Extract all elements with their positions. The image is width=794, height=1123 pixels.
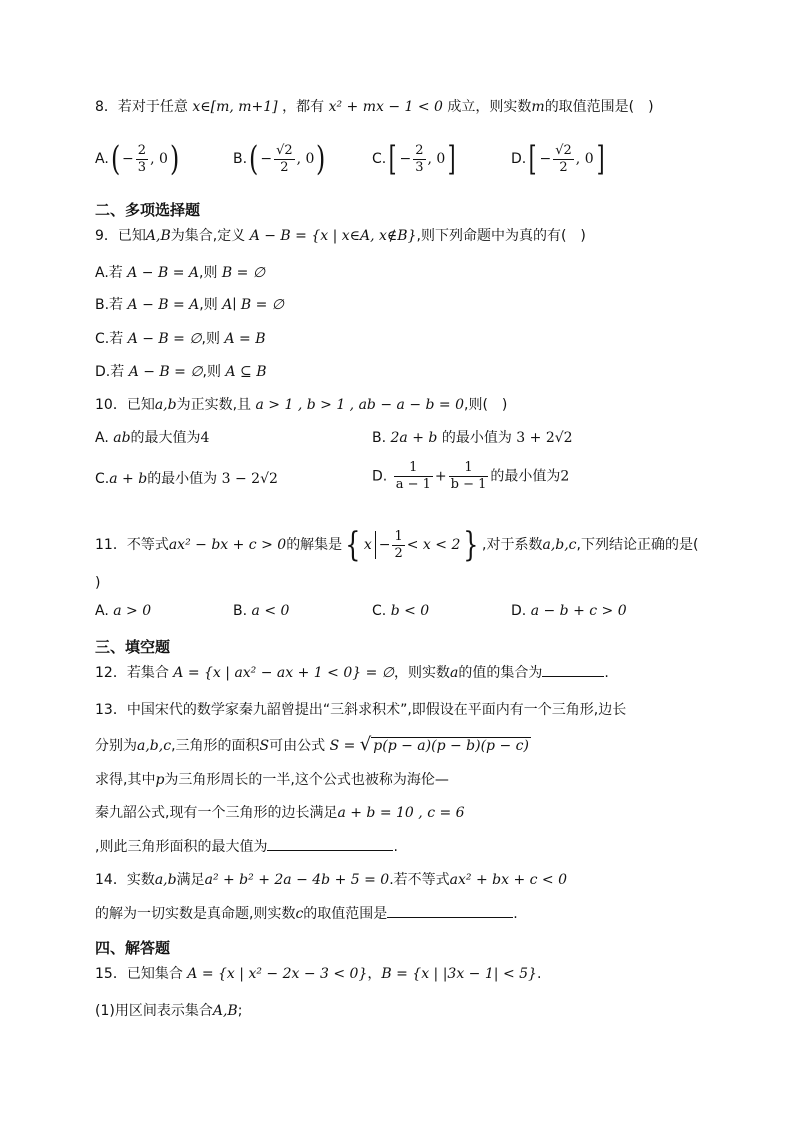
text-span: ,三角形的面积 — [171, 738, 260, 754]
q14-line-1 — [95, 870, 567, 890]
q9-option-c[interactable] — [95, 329, 265, 349]
text-span: (1)用区间表示集合 — [95, 1003, 213, 1019]
q10-option-d[interactable] — [372, 460, 569, 493]
text-span: . — [393, 839, 398, 855]
q13-line-4 — [95, 803, 465, 823]
q11-option-b[interactable] — [233, 601, 289, 621]
text-span: 2 — [560, 468, 570, 485]
q13-heron-radicand: p(p − a)(p − b)(p − c) — [373, 738, 529, 754]
fraction — [553, 143, 574, 176]
text-span: 的最小值为 — [441, 430, 512, 446]
text-span: ,对于系数 — [482, 537, 543, 553]
section-title-fill-in: 三、填空题 — [95, 638, 171, 656]
text-span: C. — [372, 151, 387, 167]
text-span: 9．已知 — [95, 228, 146, 244]
q13-line-2 — [95, 735, 531, 756]
text-span: − — [399, 151, 412, 167]
math-expression: < x < 2 — [406, 537, 461, 553]
q13-line-3 — [95, 770, 449, 790]
text-span: A.若 — [95, 265, 123, 281]
math-expression: m — [531, 99, 545, 115]
text-span: 的最小值为 — [147, 471, 218, 487]
q15-stem — [95, 964, 541, 984]
bracket: [ — [528, 139, 537, 179]
q10-option-b[interactable] — [372, 428, 573, 448]
text-span: ,则此三角形面积的最大值为 — [95, 839, 268, 855]
math-expression: a² + b² + 2a − 4b + 5 = 0 — [204, 872, 390, 888]
q8-stem — [95, 97, 654, 117]
math-expression: A = B — [224, 331, 266, 347]
math-expression: A − B = A — [127, 297, 200, 313]
fraction — [136, 143, 148, 176]
q8-inequality-math: x² + mx − 1 < 0 — [328, 99, 443, 115]
math-expression: b < 0 — [390, 603, 430, 619]
text-span: B.若 — [95, 297, 124, 313]
fraction — [394, 460, 433, 493]
q9-option-a[interactable] — [95, 263, 265, 283]
math-expression: c — [295, 906, 304, 922]
fraction-numerator: 2 — [415, 142, 424, 158]
text-span: D. — [372, 468, 388, 485]
text-span: 为三角形周长的一半,这个公式也被称为海伦— — [164, 772, 449, 788]
q9-option-d[interactable] — [95, 362, 266, 382]
q12-answer-blank[interactable] — [542, 662, 604, 677]
math-expression: A − B = ∅ — [127, 331, 202, 347]
fraction-denominator: 3 — [415, 159, 424, 175]
math-expression: B = ∅ — [221, 265, 266, 281]
text-span: 的解集是 — [286, 537, 343, 553]
q12-stem — [95, 662, 609, 683]
q10-condition-math: a > 1 , b > 1 , ab − a − b = 0 — [255, 397, 465, 413]
text-span: 为正实数,且 — [176, 397, 252, 413]
math-expression: S — [259, 738, 270, 754]
text-span: ，则实数 — [393, 665, 450, 681]
fraction — [274, 143, 295, 176]
text-span: 14．实数 — [95, 872, 155, 888]
text-span: ,则 — [199, 297, 218, 313]
text-span: D. — [511, 603, 527, 619]
math-expression: a,b — [154, 872, 177, 888]
q9-stem — [95, 226, 586, 246]
text-span: ,下列结论正确的是( — [576, 537, 699, 553]
q10-stem — [95, 395, 507, 415]
text-span: 的取值范围是( ) — [544, 99, 654, 115]
math-expression: a − b + c > 0 — [530, 603, 627, 619]
text-span: ,则 — [202, 364, 221, 380]
math-expression: A ⊆ B — [225, 364, 267, 380]
text-span: A. — [95, 603, 109, 619]
text-span: ; — [237, 1003, 243, 1019]
fraction-numerator: 1 — [394, 460, 433, 477]
fraction-denominator: 3 — [137, 159, 147, 175]
text-span: , 0 — [575, 151, 594, 167]
fraction-numerator: √2 — [276, 142, 293, 158]
bracket: ( — [249, 139, 259, 179]
text-span: √ — [359, 734, 372, 755]
text-span — [375, 531, 376, 559]
fraction-denominator: a − 1 — [395, 477, 431, 492]
bracket: ] — [596, 139, 605, 179]
text-span: . — [604, 665, 609, 681]
text-span: 3 + 2√2 — [516, 430, 573, 446]
fraction — [413, 143, 425, 176]
math-expression: S = — [329, 738, 356, 754]
q15-part-1 — [95, 1001, 242, 1021]
bracket: [ — [388, 139, 397, 179]
text-span: ，都有 — [282, 99, 325, 115]
fraction — [392, 529, 404, 562]
text-span: + — [434, 468, 447, 485]
math-expression: a > 0 — [113, 603, 152, 619]
text-span: 的最小值为 — [490, 468, 561, 485]
q9-definition-math: A − B = {x | x∈A, x∉B} — [249, 228, 417, 244]
math-expression: A,B — [212, 1003, 238, 1019]
q14-line-2 — [95, 903, 518, 924]
math-expression: a,b,c — [137, 738, 172, 754]
math-expression: ax² + bx + c < 0 — [449, 872, 568, 888]
text-span: 的取值范围是 — [303, 906, 388, 922]
q10-option-a[interactable] — [95, 428, 209, 448]
q11-stem — [95, 525, 699, 565]
text-span: . — [536, 966, 542, 982]
q11-set-open-brace: { — [345, 525, 361, 565]
fraction — [449, 460, 489, 493]
text-span: ,则( ) — [464, 397, 508, 413]
text-span: 可由公式 — [269, 738, 326, 754]
q8-domain-math: x∈[m, m+1] — [192, 99, 278, 115]
q14-answer-blank[interactable] — [387, 903, 513, 918]
q8-option-a[interactable] — [95, 139, 181, 179]
text-span: D.若 — [95, 364, 125, 380]
text-span: 的解为一切实数是真命题,则实数 — [95, 906, 296, 922]
text-span: ， — [367, 966, 382, 982]
text-span: ,则下列命题中为真的有( ) — [416, 228, 586, 244]
q8-option-b[interactable] — [233, 139, 328, 179]
text-span: B. — [233, 603, 248, 619]
q13-line-5 — [95, 836, 398, 857]
section-title-multiple-choice: 二、多项选择题 — [95, 201, 201, 219]
text-span: C. — [95, 471, 110, 487]
text-span: − — [260, 151, 273, 167]
bracket: ) — [316, 139, 326, 179]
text-span: D. — [511, 151, 527, 167]
q8-option-d[interactable] — [511, 139, 607, 179]
text-span: , 0 — [296, 151, 315, 167]
q13-answer-blank[interactable] — [267, 836, 393, 851]
fraction-numerator: 1 — [449, 460, 489, 477]
math-expression: A = {x | x² − 2x − 3 < 0} — [187, 966, 368, 982]
text-span: A. — [95, 430, 109, 446]
text-span: − — [378, 537, 391, 553]
math-expression: a < 0 — [251, 603, 290, 619]
text-span: 的值的集合为 — [458, 665, 543, 681]
text-span: − — [539, 151, 552, 167]
fraction-denominator: 2 — [559, 159, 568, 175]
math-expression: A − B = ∅ — [128, 364, 203, 380]
text-span: − — [122, 151, 134, 167]
bracket: ] — [447, 139, 456, 179]
math-expression: x — [363, 537, 372, 553]
q11-stem-close: ) — [95, 575, 101, 591]
text-span: C. — [372, 603, 387, 619]
math-expression: ax² − bx + c > 0 — [168, 537, 287, 553]
math-expression: 2a + b — [390, 430, 438, 446]
bracket: ) — [169, 139, 180, 179]
text-span: 15．已知集合 — [95, 966, 183, 982]
text-span: 分别为 — [95, 738, 137, 754]
text-span: 成立，则实数 — [447, 99, 532, 115]
fraction-numerator: 2 — [137, 142, 147, 158]
q13-line-1: 13．中国宋代的数学家秦九韶曾提出“三斜求积术”,即假设在平面内有一个三角形,边长 — [95, 702, 627, 718]
text-span: 12．若集合 — [95, 665, 169, 681]
math-expression: a + b = 10 , c = 6 — [337, 805, 465, 821]
text-span: 11．不等式 — [95, 537, 169, 553]
text-span: ,则 — [199, 265, 218, 281]
fraction-denominator: b − 1 — [450, 477, 487, 492]
math-expression: B = {x | |3x − 1| < 5} — [381, 966, 537, 982]
q11-option-d[interactable] — [511, 601, 627, 621]
q9-option-b[interactable] — [95, 295, 284, 315]
text-span: ,则 — [201, 331, 220, 347]
text-span: 求得,其中 — [95, 772, 156, 788]
text-span: . — [513, 906, 518, 922]
text-span: B. — [372, 430, 387, 446]
math-expression: A − B = A — [127, 265, 200, 281]
fraction-numerator: √2 — [555, 142, 572, 158]
text-span: 的最大值为 — [130, 430, 201, 446]
math-expression: a,b,c — [542, 537, 577, 553]
q11-set-close-brace: } — [463, 525, 479, 565]
text-span: , 0 — [150, 151, 168, 167]
math-expression: a,b — [154, 397, 177, 413]
text-span: , 0 — [427, 151, 446, 167]
math-expression: ab — [113, 430, 131, 446]
math-expression: A∣ B = ∅ — [222, 297, 284, 313]
fraction-denominator: 2 — [280, 159, 289, 175]
math-expression: a — [449, 665, 459, 681]
math-expression: A,B — [145, 228, 171, 244]
bracket: ( — [110, 139, 121, 179]
text-span: 8．若对于任意 — [95, 99, 188, 115]
math-expression: p — [155, 772, 165, 788]
text-span: .若不等式 — [389, 872, 450, 888]
fraction-denominator: 2 — [394, 545, 403, 561]
text-span: 为集合,定义 — [170, 228, 246, 244]
q8-option-c[interactable] — [372, 139, 459, 179]
q10-option-c[interactable] — [95, 469, 278, 489]
text-span: 10．已知 — [95, 397, 155, 413]
fraction-numerator: 1 — [394, 528, 403, 544]
text-span: A. — [95, 151, 109, 167]
text-span: 4 — [200, 430, 210, 446]
math-expression: A = {x | ax² − ax + 1 < 0} = ∅ — [173, 665, 394, 681]
text-span: C.若 — [95, 331, 124, 347]
math-expression: a + b — [109, 471, 148, 487]
q11-option-a[interactable] — [95, 601, 151, 621]
text-span: 满足 — [176, 872, 205, 888]
text-span: 秦九韶公式,现有一个三角形的边长满足 — [95, 805, 338, 821]
text-span: 3 − 2√2 — [221, 471, 278, 487]
q11-option-c[interactable] — [372, 601, 429, 621]
text-span: B. — [233, 151, 248, 167]
section-title-solutions: 四、解答题 — [95, 939, 171, 957]
